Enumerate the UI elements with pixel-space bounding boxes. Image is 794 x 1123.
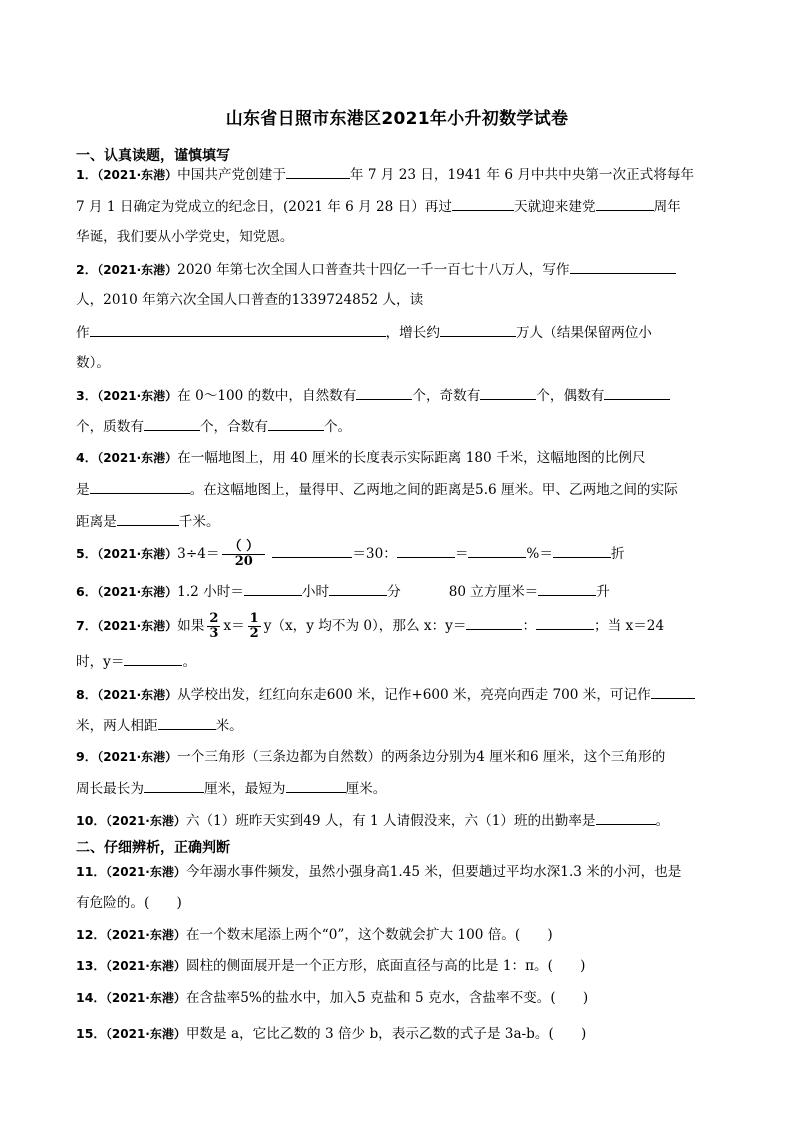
fraction bbox=[222, 540, 265, 569]
answer-blank[interactable] bbox=[268, 416, 324, 431]
question-text: 六（1）班昨天实到49 人，有 1 人请假没来，六（1）班的出勤率是 bbox=[185, 813, 596, 829]
question-text: 中国共产党创建于 bbox=[177, 167, 286, 183]
question-2 bbox=[76, 259, 676, 280]
question-text: 今年溺水事件频发，虽然小强身高1.45 米，但要趟过平均水深1.3 米的小河，也是 bbox=[185, 864, 682, 880]
question-text: 米，两人相距 bbox=[76, 718, 158, 734]
question-number: 10． bbox=[76, 813, 106, 828]
question-8-line-2 bbox=[76, 715, 243, 736]
answer-blank[interactable] bbox=[124, 651, 182, 666]
question-3 bbox=[76, 385, 670, 406]
answer-blank[interactable] bbox=[144, 416, 200, 431]
fraction-denominator: 20 bbox=[234, 554, 253, 569]
answer-blank[interactable] bbox=[356, 385, 412, 400]
fraction-denominator: 3 bbox=[209, 626, 219, 641]
question-number: 8． bbox=[76, 687, 98, 702]
source-tag: （2021·东港） bbox=[97, 547, 178, 561]
fraction-numerator: （ ） bbox=[222, 540, 265, 555]
fraction-denominator: 2 bbox=[249, 626, 259, 641]
source-tag: （2021·东港） bbox=[105, 865, 186, 879]
question-number: 1． bbox=[76, 167, 98, 182]
question-text: 天就迎来建党 bbox=[514, 199, 596, 215]
answer-blank[interactable] bbox=[144, 778, 204, 793]
question-12 bbox=[76, 925, 553, 945]
source-tag: （2021·东港） bbox=[97, 168, 178, 182]
question-text: %＝ bbox=[526, 546, 553, 562]
question-text: 圆柱的侧面展开是一个正方形，底面直径与高的比是 1：π。( ) bbox=[185, 958, 586, 974]
answer-blank[interactable] bbox=[90, 479, 190, 494]
answer-blank[interactable] bbox=[286, 164, 350, 179]
question-2-line-2: 人，2010 年第六次全国人口普查的1339724852 人，读 bbox=[76, 292, 424, 308]
question-number: 5． bbox=[76, 546, 98, 561]
question-text: 是 bbox=[76, 482, 90, 498]
answer-blank[interactable] bbox=[286, 778, 346, 793]
question-text: 7 月 1 日确定为党成立的纪念日，(2021 年 6 月 28 日）再过 bbox=[76, 199, 452, 215]
answer-blank[interactable] bbox=[596, 810, 656, 825]
question-text: 个，质数有 bbox=[76, 419, 144, 435]
question-text: ： bbox=[522, 618, 537, 634]
question-4-line-3 bbox=[76, 511, 220, 532]
source-tag: （2021·东港） bbox=[105, 814, 186, 828]
question-11-line-2: 有危险的。( ) bbox=[76, 895, 182, 911]
question-text: 甲数是 a，它比乙数的 3 倍少 b，表示乙数的式子是 3a-b。( ) bbox=[185, 1026, 587, 1042]
question-13 bbox=[76, 956, 585, 976]
source-tag: （2021·东港） bbox=[105, 959, 186, 973]
question-number: 7． bbox=[76, 618, 98, 633]
question-8 bbox=[76, 684, 695, 705]
question-text: 80 立方厘米＝ bbox=[448, 584, 539, 600]
question-text: 在 0～100 的数中，自然数有 bbox=[177, 388, 357, 404]
answer-blank[interactable] bbox=[468, 543, 526, 558]
question-3-line-2 bbox=[76, 416, 351, 437]
question-9 bbox=[76, 747, 665, 767]
question-1-line-2 bbox=[76, 196, 681, 217]
question-text: 从学校出发，红红向东走600 米，记作+600 米，亮亮向西走 700 米，可记作 bbox=[177, 687, 651, 703]
question-1-line-3: 华诞，我们要从小学党史，知党恩。 bbox=[76, 229, 294, 245]
answer-blank[interactable] bbox=[440, 322, 516, 337]
answer-blank[interactable] bbox=[158, 715, 216, 730]
question-text: 1.2 小时＝ bbox=[177, 584, 244, 600]
answer-blank[interactable] bbox=[651, 684, 695, 699]
question-number: 9． bbox=[76, 749, 98, 764]
question-text: 一个三角形（三条边都为自然数）的两条边分别为4 厘米和6 厘米，这个三角形的 bbox=[177, 749, 666, 765]
question-14 bbox=[76, 988, 588, 1008]
question-5 bbox=[76, 540, 625, 569]
source-tag: （2021·东港） bbox=[97, 619, 178, 633]
question-6 bbox=[76, 581, 610, 602]
source-tag: （2021·东港） bbox=[97, 688, 178, 702]
question-11 bbox=[76, 862, 681, 882]
answer-blank[interactable] bbox=[536, 615, 594, 630]
question-text: 在一幅地图上，用 40 厘米的长度表示实际距离 180 千米，这幅地图的比例尺 bbox=[177, 450, 646, 466]
question-10 bbox=[76, 810, 669, 831]
source-tag: （2021·东港） bbox=[97, 263, 178, 277]
question-text: 折 bbox=[610, 546, 625, 562]
answer-blank[interactable] bbox=[90, 322, 386, 337]
question-text: 个，奇数有 bbox=[412, 388, 481, 404]
question-text: 。 bbox=[182, 654, 197, 670]
source-tag: （2021·东港） bbox=[97, 585, 178, 599]
answer-blank[interactable] bbox=[553, 543, 611, 558]
question-text: 在一个数末尾添上两个“0”，这个数就会扩大 100 倍。( ) bbox=[185, 927, 553, 943]
question-text: 距离是 bbox=[76, 514, 117, 530]
question-text: ；当 x＝24 bbox=[594, 618, 665, 634]
source-tag: （2021·东港） bbox=[105, 928, 186, 942]
question-text: 个，合数有 bbox=[199, 419, 268, 435]
answer-blank[interactable] bbox=[570, 259, 676, 274]
question-number: 3． bbox=[76, 388, 98, 403]
question-number: 11． bbox=[76, 864, 106, 879]
fraction bbox=[207, 612, 220, 641]
question-1 bbox=[76, 164, 694, 185]
answer-blank[interactable] bbox=[329, 581, 387, 596]
question-text: 千米。 bbox=[178, 514, 220, 530]
question-text: 2020 年第七次全国人口普查共十四亿一千一百七十八万人，写作 bbox=[177, 262, 570, 278]
answer-blank[interactable] bbox=[596, 196, 654, 211]
answer-blank[interactable] bbox=[604, 385, 670, 400]
question-4-line-2 bbox=[76, 479, 678, 500]
question-text: 。 bbox=[655, 813, 670, 829]
question-text: 年 7 月 23 日，1941 年 6 月中共中央第一次正式将每年 bbox=[349, 167, 695, 183]
question-15 bbox=[76, 1024, 586, 1044]
question-2-line-3 bbox=[76, 322, 652, 343]
fraction-numerator: 2 bbox=[209, 611, 219, 626]
source-tag: （2021·东港） bbox=[105, 1027, 186, 1041]
section-heading-2: 二、仔细辨析，正确判断 bbox=[76, 840, 230, 856]
question-text: 作 bbox=[76, 325, 90, 341]
question-text: 3÷4＝ bbox=[177, 546, 220, 562]
fraction-numerator: 1 bbox=[249, 611, 259, 626]
question-text: 在含盐率5%的盐水中，加入5 克盐和 5 克水，含盐率不变。( ) bbox=[185, 990, 589, 1006]
question-text: 厘米。 bbox=[345, 781, 387, 797]
answer-blank[interactable] bbox=[466, 615, 522, 630]
question-text: 。在这幅地图上，量得甲、乙两地之间的距离是5.6 厘米。甲、乙两地之间的实际 bbox=[189, 482, 678, 498]
source-tag: （2021·东港） bbox=[97, 451, 178, 465]
answer-blank[interactable] bbox=[244, 581, 302, 596]
question-text: 分 bbox=[387, 584, 401, 600]
question-7 bbox=[76, 612, 664, 641]
source-tag: （2021·东港） bbox=[97, 389, 178, 403]
question-text: ＝30： bbox=[352, 546, 397, 562]
question-text: 厘米，最短为 bbox=[203, 781, 286, 797]
question-number: 12． bbox=[76, 927, 106, 942]
fraction bbox=[248, 612, 261, 641]
question-7-line-2 bbox=[76, 651, 196, 672]
question-number: 14． bbox=[76, 990, 106, 1005]
question-4 bbox=[76, 448, 646, 468]
question-text: ＝ bbox=[454, 546, 469, 562]
answer-blank[interactable] bbox=[117, 511, 179, 526]
question-text: 个。 bbox=[323, 419, 352, 435]
question-number: 4． bbox=[76, 450, 98, 465]
question-text: 周年 bbox=[653, 199, 681, 215]
answer-blank[interactable] bbox=[538, 581, 596, 596]
question-text: 万人（结果保留两位小 bbox=[515, 325, 652, 341]
question-text: 米。 bbox=[215, 718, 243, 734]
answer-blank[interactable] bbox=[452, 196, 514, 211]
question-9-line-2 bbox=[76, 778, 386, 799]
answer-blank[interactable] bbox=[397, 543, 455, 558]
question-text: 时，y＝ bbox=[76, 654, 125, 670]
question-text: 周长最长为 bbox=[76, 781, 144, 797]
source-tag: （2021·东港） bbox=[97, 750, 178, 764]
question-number: 13． bbox=[76, 958, 106, 973]
question-text: 如果 bbox=[177, 618, 205, 634]
question-text: 个，偶数有 bbox=[536, 388, 605, 404]
question-number: 15． bbox=[76, 1026, 106, 1041]
question-number: 2． bbox=[76, 262, 98, 277]
answer-blank[interactable] bbox=[480, 385, 536, 400]
question-number: 6． bbox=[76, 584, 98, 599]
question-text: x＝ bbox=[223, 618, 245, 634]
question-text: 小时 bbox=[301, 584, 330, 600]
source-tag: （2021·东港） bbox=[105, 991, 186, 1005]
question-text: y（x，y 均不为 0），那么 x：y＝ bbox=[263, 618, 467, 634]
question-text: ，增长约 bbox=[385, 325, 440, 341]
question-text: 升 bbox=[596, 584, 610, 600]
answer-blank[interactable] bbox=[272, 543, 352, 558]
section-heading-1: 一、认真读题，谨慎填写 bbox=[76, 148, 230, 164]
question-2-line-4: 数）。 bbox=[76, 355, 110, 371]
page-title: 山东省日照市东港区2021年小升初数学试卷 bbox=[225, 109, 569, 129]
